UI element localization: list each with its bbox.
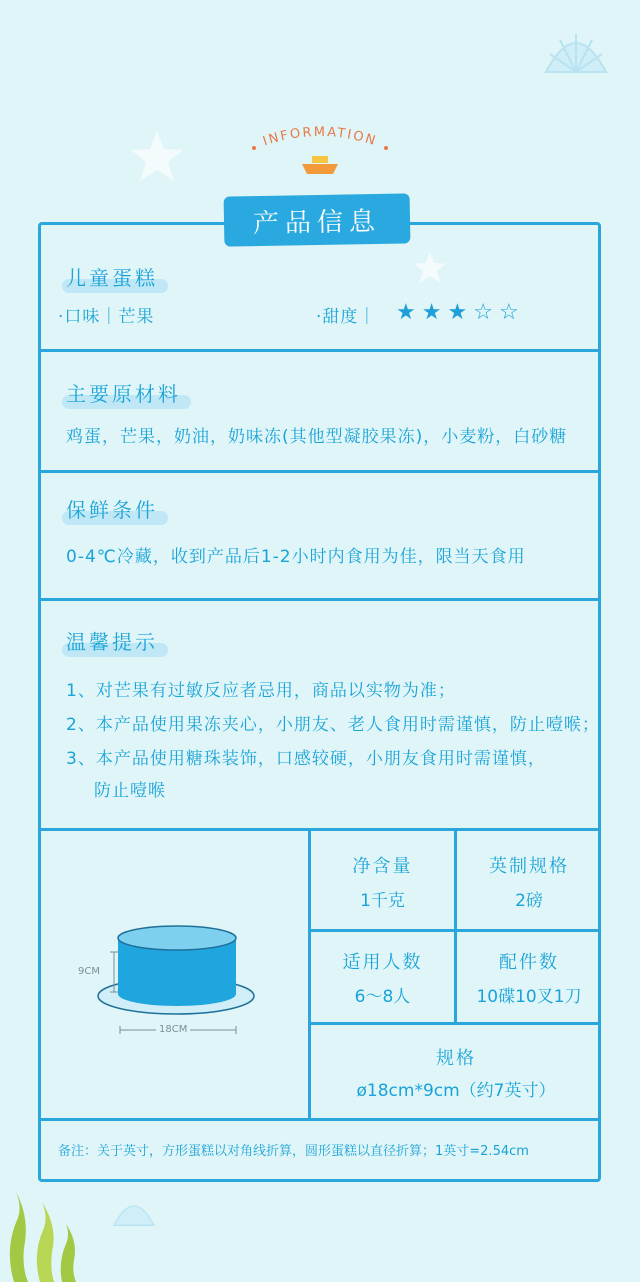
product-name: 儿童蛋糕 (66, 262, 158, 291)
storage-text: 0-4℃冷藏，收到产品后1-2小时内食用为佳，限当天食用 (66, 547, 526, 567)
star-icon: ☆ (473, 300, 493, 325)
divider (38, 598, 601, 601)
net-weight-value: 1千克 (360, 891, 405, 911)
tip-line: 3、本产品使用糖珠装饰，口感较硬，小朋友食用时需谨慎， (66, 749, 546, 769)
divider (38, 470, 601, 473)
tip-line: 2、本产品使用果冻夹心，小朋友、老人食用时需谨慎，防止噎喉； (66, 715, 600, 735)
dimensions-label: 规格 (436, 1048, 476, 1069)
ingredients-heading: 主要原材料 (66, 378, 181, 407)
spec-grid-line (308, 929, 601, 932)
information-arc (0, 118, 640, 158)
star-icon: ★ (396, 300, 416, 325)
star-icon: ★ (421, 300, 442, 325)
imperial-size-value: 2磅 (515, 891, 543, 911)
cake-height-label: 9CM (78, 966, 100, 977)
storage-heading: 保鲜条件 (66, 494, 158, 523)
tip-line: 防止噎喉 (94, 781, 166, 801)
svg-text:INFORMATION (261, 125, 379, 149)
accessories-label: 配件数 (499, 952, 559, 973)
tips-heading: 温馨提示 (66, 626, 158, 655)
seaweed-icon (0, 1188, 90, 1282)
footnote: 备注：关于英寸，方形蛋糕以对角线折算，圆形蛋糕以直径折算；1英寸=2.54cm (58, 1144, 529, 1159)
sweetness-rating (396, 302, 519, 324)
spec-grid-line (308, 1022, 601, 1025)
shell-icon-bottom (110, 1192, 158, 1232)
divider (38, 1118, 601, 1121)
sweetness-label: ·甜度｜ (316, 307, 377, 327)
imperial-size-label: 英制规格 (489, 856, 569, 877)
ingredients-text: 鸡蛋，芒果，奶油，奶味冻(其他型凝胶果冻)，小麦粉，白砂糖 (66, 427, 568, 447)
star-icon: ★ (447, 300, 468, 325)
divider (38, 828, 601, 831)
header-eyebrow-area (0, 118, 640, 158)
tip-line: 1、对芒果有过敏反应者忌用，商品以实物为准； (66, 681, 456, 701)
boat-icon (300, 154, 340, 176)
cake-diagram (76, 912, 266, 1042)
flavor-label: ·口味｜芒果 (58, 307, 155, 327)
header-eyebrow: INFORMATION (261, 124, 379, 150)
page-title: 产品信息 (224, 193, 411, 246)
cake-width-label: 18CM (156, 1024, 190, 1035)
dimensions-value: ø18cm*9cm（约7英寸） (356, 1081, 556, 1101)
servings-label: 适用人数 (342, 952, 423, 973)
accessories-value: 10碟10叉1刀 (476, 987, 582, 1007)
divider (38, 349, 601, 352)
net-weight-label: 净含量 (352, 856, 413, 877)
servings-value: 6～8人 (354, 987, 411, 1007)
shell-icon (540, 22, 612, 82)
star-icon: ☆ (498, 300, 519, 325)
